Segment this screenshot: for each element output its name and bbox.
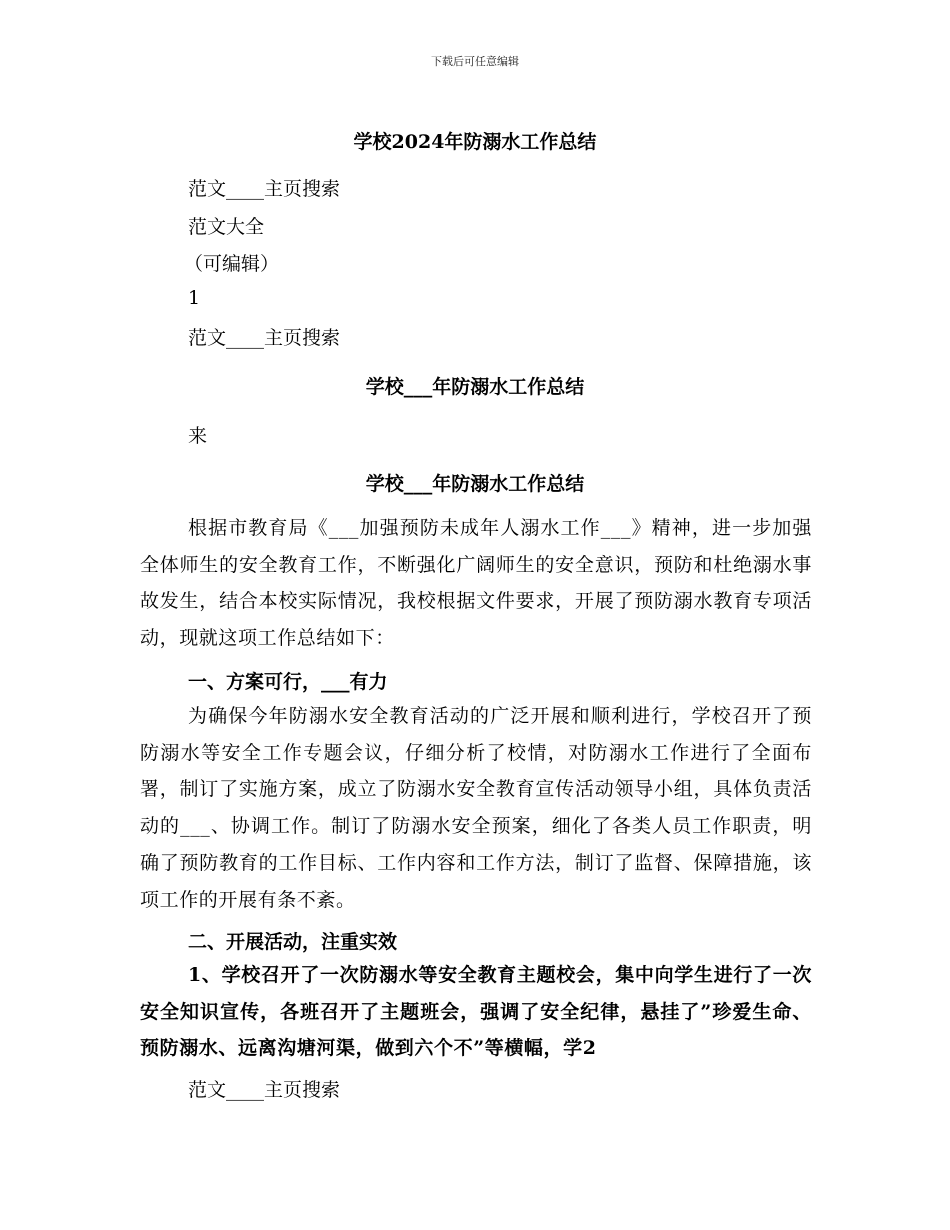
paragraph-section-2-item-1: 1、学校召开了一次防溺水等安全教育主题校会，集中向学生进行了一次安全知识宣传，各班召开了主题班会，强调了安全纪律，悬挂了”珍爱生命、预防溺水、远离沟塘河渠，做到六个不”等横幅，学2 xyxy=(140,964,812,1060)
page-header: 下载后可任意编辑 xyxy=(431,55,519,68)
section-heading-2: 二、开展活动，注重实效 xyxy=(188,931,398,953)
intro-line-collection: 范文大全 xyxy=(188,216,265,238)
intro-line-page-number: 1 xyxy=(188,287,201,309)
subtitle-first: 学校___年防溺水工作总结 xyxy=(365,376,585,398)
intro-line-editable: （可编辑） xyxy=(184,253,280,275)
source-line: 来 xyxy=(188,425,208,447)
document-title: 学校2024年防溺水工作总结 xyxy=(353,131,597,153)
footer-line: 范文____主页搜索 xyxy=(188,1079,341,1101)
section-heading-1: 一、方案可行，___有力 xyxy=(188,671,388,693)
intro-line-site-repeat: 范文____主页搜索 xyxy=(188,327,341,349)
paragraph-intro: 根据市教育局《___加强预防未成年人溺水工作___》精神，进一步加强全体师生的安全教育工作，不断强化广阔师生的安全意识，预防和杜绝溺水事故发生，结合本校实际情况，我校根据文件要求，开展了预防溺水教育专项活动，现就这项工作总结如下： xyxy=(140,517,812,650)
paragraph-section-1: 为确保今年防溺水安全教育活动的广泛开展和顺利进行，学校召开了预防溺水等安全工作专题会议，仔细分析了校情，对防溺水工作进行了全面布署，制订了实施方案，成立了防溺水安全教育宣传活动领导小组，具体负责活动的___、协调工作。制订了防溺水安全预案，细化了各类人员工作职责，明确了预防教育的工作目标、工作内容和工作方法，制订了监督、保障措施，该项工作的开展有条不紊。 xyxy=(140,705,812,911)
subtitle-second: 学校___年防溺水工作总结 xyxy=(365,473,585,495)
intro-line-site: 范文____主页搜索 xyxy=(188,178,341,200)
